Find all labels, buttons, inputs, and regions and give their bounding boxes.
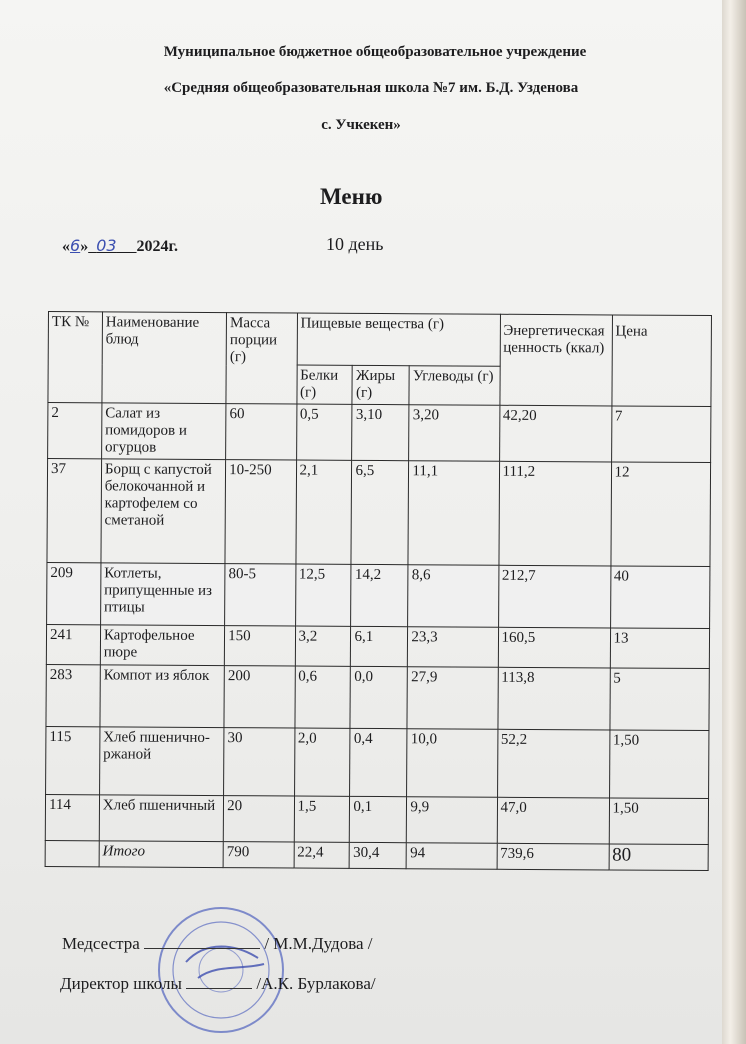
- cell-mass: 10-250: [225, 460, 296, 564]
- cell-mass: 200: [224, 666, 295, 728]
- day-label: 10 день: [326, 234, 384, 254]
- cell-protein: 12,5: [295, 564, 351, 626]
- cell-tk: 2: [48, 403, 102, 459]
- cell-name: Хлеб пшеничный: [99, 795, 224, 842]
- header-line-1: Муниципальное бюджетное общеобразовательное учреждение: [163, 44, 587, 60]
- cell-tk: 115: [46, 726, 100, 794]
- table-row: [47, 459, 711, 567]
- cell-energy: 47,0: [497, 797, 609, 844]
- nurse-signature-line: [62, 934, 373, 954]
- table-row: [47, 562, 710, 628]
- cell-price: 12: [610, 462, 710, 567]
- header-energy: Энергетическая ценность (ккал): [499, 314, 612, 406]
- cell-name: Картофельное пюре: [100, 625, 225, 666]
- cell-tk: 114: [45, 794, 99, 840]
- cell-protein: 3,2: [295, 626, 351, 666]
- cell-energy: 212,7: [498, 565, 610, 628]
- header-nutrients: Пищевые вещества (г): [297, 313, 500, 366]
- header-line-2: «Средняя общеобразовательная школа №7 им. Б.Д. Узденова: [163, 80, 579, 96]
- cell-protein: 2,1: [296, 460, 353, 564]
- cell-tk: 283: [46, 664, 100, 726]
- cell-price: 5: [609, 668, 709, 731]
- cell-carbs: 11,1: [408, 461, 499, 566]
- header-name: Наименование блюд: [102, 312, 227, 404]
- cell-mass: 30: [224, 728, 295, 796]
- cell-fat: 0,1: [350, 796, 407, 842]
- cell-fat: 6,1: [351, 626, 408, 666]
- cell-price: 1,50: [609, 730, 709, 799]
- total-price: 80: [609, 844, 709, 871]
- date-line: [62, 236, 178, 256]
- school-stamp: [146, 900, 296, 1040]
- total-protein: 22,4: [294, 842, 350, 868]
- cell-name: Компот из яблок: [100, 665, 225, 728]
- cell-carbs: 23,3: [408, 627, 498, 668]
- cell-energy: 113,8: [497, 667, 609, 730]
- cell-price: 40: [610, 566, 710, 629]
- cell-energy: 111,2: [498, 461, 611, 566]
- cell-protein: 1,5: [294, 796, 350, 842]
- cell-price: 1,50: [609, 798, 709, 845]
- cell-name: Борщ с капустой белокочанной и картофелем со сметаной: [101, 459, 226, 564]
- header-price: Цена: [611, 315, 711, 407]
- cell-name: Хлеб пшенично-ржаной: [99, 727, 224, 796]
- nurse-label: Медсестра: [62, 934, 140, 953]
- cell-fat: 3,10: [352, 404, 409, 460]
- total-carbs: 94: [407, 843, 497, 870]
- cell-carbs: 9,9: [407, 797, 497, 844]
- cell-fat: 0,4: [350, 728, 407, 796]
- date-open-quote: «: [62, 238, 70, 255]
- cell-carbs: 3,20: [409, 405, 499, 462]
- table-row: [46, 726, 709, 798]
- director-signature-line: [60, 974, 376, 994]
- header-line-3: с. Учкекен»: [321, 117, 401, 133]
- cell-mass: 20: [223, 796, 294, 842]
- header-carbs: Углеводы (г): [409, 366, 499, 406]
- table-row: [45, 794, 708, 844]
- cell-carbs: 8,6: [408, 565, 498, 628]
- cell-protein: 0,5: [296, 404, 352, 460]
- cell-protein: 2,0: [294, 728, 350, 796]
- cell-energy: 52,2: [497, 729, 609, 798]
- cell-carbs: 27,9: [407, 667, 497, 730]
- page-title: Меню: [320, 184, 383, 209]
- table-row: [48, 403, 711, 463]
- date-year: 2024г.: [136, 238, 179, 255]
- cell-mass: 60: [226, 404, 297, 460]
- total-fat: 30,4: [350, 842, 407, 868]
- cell-energy: 42,20: [499, 405, 611, 462]
- header-fat: Жиры (г): [352, 365, 409, 404]
- header-protein: Белки (г): [296, 365, 352, 404]
- cell-energy: 160,5: [498, 627, 610, 668]
- header-tk: ТК №: [48, 312, 102, 403]
- page-edge-shadow: [720, 0, 746, 1044]
- cell-fat: 14,2: [351, 564, 408, 626]
- header-mass: Масса порции (г): [226, 313, 297, 404]
- cell-protein: 0,6: [295, 666, 351, 728]
- cell-mass: 150: [224, 626, 295, 666]
- date-close-quote: »: [80, 238, 89, 255]
- table-row: [46, 624, 709, 668]
- cell-price: 13: [610, 628, 710, 669]
- cell-tk: 37: [47, 459, 101, 563]
- total-energy: 739,6: [497, 843, 609, 870]
- date-day: 6: [70, 236, 81, 255]
- total-row: [45, 840, 708, 870]
- nurse-name: / М.М.Дудова /: [264, 934, 373, 953]
- cell-price: 7: [611, 406, 711, 463]
- menu-table: [45, 311, 712, 871]
- cell-fat: 6,5: [351, 460, 409, 564]
- cell-fat: 0,0: [350, 666, 407, 728]
- cell-tk: 241: [46, 624, 100, 664]
- table-row: [46, 664, 709, 730]
- cell-name: Котлеты, припущенные из птицы: [100, 563, 225, 626]
- director-name: /А.К. Бурлакова/: [256, 974, 376, 993]
- cell-mass: 80-5: [225, 564, 296, 626]
- director-label: Директор школы: [60, 974, 182, 993]
- cell-carbs: 10,0: [407, 729, 498, 798]
- total-mass: 790: [223, 842, 294, 868]
- cell-name: Салат из помидоров и огурцов: [101, 403, 226, 460]
- total-label: Итого: [99, 841, 223, 868]
- cell-tk: 209: [47, 562, 101, 624]
- date-month: 03: [96, 236, 117, 255]
